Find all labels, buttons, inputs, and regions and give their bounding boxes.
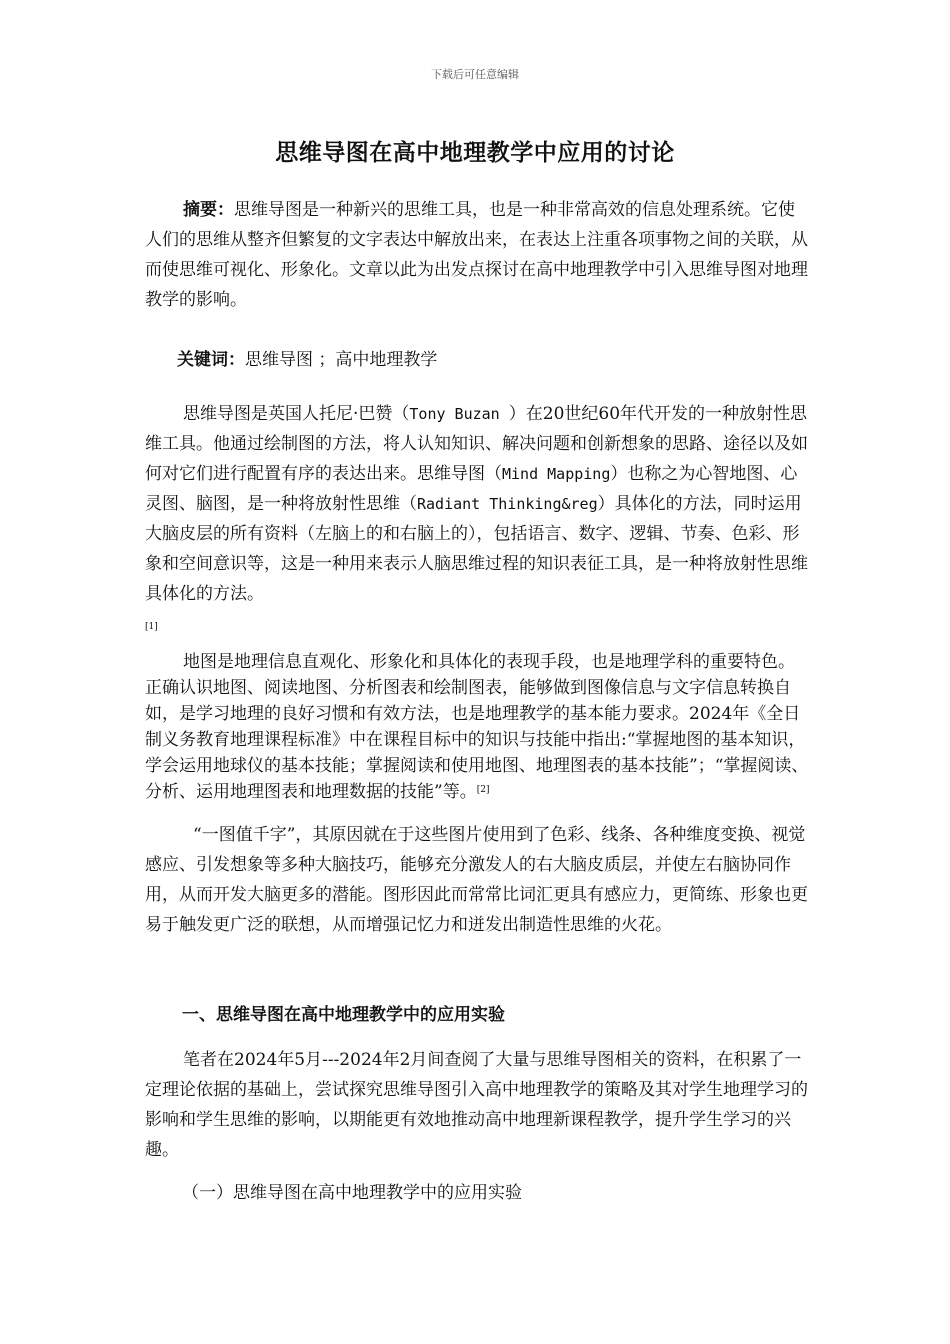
map-text: 地图是地理信息直观化、形象化和具体化的表现手段，也是地理学科的重要特色。正确认识地图、阅读地图、分析图表和绘制图表，能够做到图像信息与文字信息转换自如，是学习地理的良好习惯和有效方法，也是地理教学的基本能力要求。2024年《全日制义务教育地理课程标准》中在课程目标中的知识与技能中指出:“掌握地图的基本知识，学会运用地球仪的基本技能；掌握阅读和使用地图、地理图表的基本技能”；“掌握阅读、分析、运用地理图表和地理数据的技能”等。 — [145, 652, 809, 802]
abstract-label: 摘要： — [183, 200, 234, 220]
document-title: 思维导图在高中地理教学中应用的讨论 — [275, 140, 675, 166]
intro-text-3: ）也称之为心智地图、心灵图、脑图，是一种将放射性思维（ — [145, 464, 798, 514]
intro-text-2: ）在20世纪60年代开发的一种放射性思维工具。他通过绘制图的方法，将人认知知识、解决问题和创新想象的思路、途径以及如何对它们进行配置有序的表达出来。思维导图（ — [145, 404, 808, 484]
experiment-paragraph — [145, 1045, 810, 1165]
picture-text: “一图值千字”，其原因就在于这些图片使用到了色彩、线条、各种维度变换、视觉感应、引发想象等多种大脑技巧，能够充分激发人的右大脑皮质层，并使左右脑协同作用，从而开发大脑更多的潜能。图形因此而常常比词汇更具有感应力，更简练、形象也更易于触发更广泛的联想，从而增强记忆力和迸发出制造性思维的火花。 — [145, 825, 808, 935]
intro-text-4: ）具体化的方法，同时运用大脑皮层的所有资料（左脑上的和右脑上的），包括语言、数字、逻辑、节奏、色彩、形象和空间意识等，这是一种用来表示人脑思维过程的知识表征工具，是一种将放射性思维具体化的方法。 — [145, 494, 808, 604]
reference-mark-2: [2] — [476, 785, 490, 795]
intro-term-mind-mapping: Mind Mapping — [502, 465, 611, 483]
picture-paragraph — [145, 820, 810, 940]
intro-text-1: 思维导图是英国人托尼·巴赞（ — [183, 404, 410, 424]
abstract-paragraph — [145, 195, 810, 315]
keywords-label: 关键词： — [177, 350, 245, 370]
section-heading-1: 一、思维导图在高中地理教学中的应用实验 — [182, 1005, 505, 1025]
intro-term-tony-buzan: Tony Buzan — [409, 405, 509, 423]
subsection-heading-1: （一）思维导图在高中地理教学中的应用实验 — [182, 1183, 522, 1203]
experiment-text: 笔者在2024年5月---2024年2月间查阅了大量与思维导图相关的资料，在积累了一定理论依据的基础上，尝试探究思维导图引入高中地理教学的策略及其对学生地理学习的影响和学生思维的影响，以期能更有效地推动高中地理新课程教学，提升学生学习的兴趣。 — [145, 1050, 808, 1160]
map-paragraph — [145, 649, 810, 805]
abstract-text: 思维导图是一种新兴的思维工具，也是一种非常高效的信息处理系统。它使人们的思维从整齐但繁复的文字表达中解放出来，在表达上注重各项事物之间的关联，从而使思维可视化、形象化。文章以此为出发点探讨在高中地理教学中引入思维导图对地理教学的影响。 — [145, 200, 808, 310]
intro-term-radiant-thinking: Radiant Thinking&reg — [417, 495, 598, 513]
reference-mark-1: [1] — [145, 622, 158, 632]
header-note: 下载后可任意编辑 — [431, 68, 519, 81]
keywords-text: 思维导图 ；高中地理教学 — [245, 350, 438, 370]
intro-paragraph — [145, 399, 810, 609]
keywords-line — [145, 345, 810, 375]
